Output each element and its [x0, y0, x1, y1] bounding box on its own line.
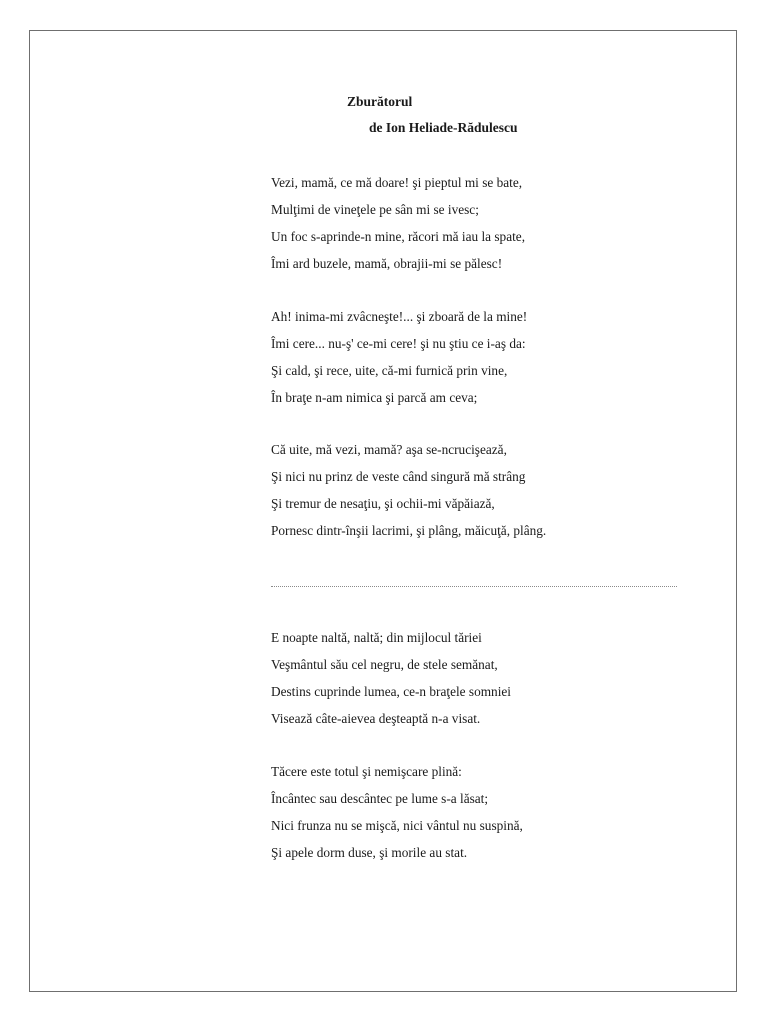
- poem-line: Visează câte-aievea deşteaptă n-a visat.: [271, 711, 481, 726]
- poem-line: Mulţimi de vineţele pe sân mi se ivesc;: [271, 202, 479, 217]
- poem-line: Îmi cere... nu-ş' ce-mi cere! şi nu ştiu ce i-aş da:: [271, 336, 526, 351]
- section-separator: [271, 586, 677, 587]
- poem-line: Şi apele dorm duse, şi morile au stat.: [271, 845, 468, 860]
- poem-line: În braţe n-am nimica şi parcă am ceva;: [271, 390, 478, 405]
- poem-title: Zburătorul: [347, 94, 413, 109]
- poem-line: Şi tremur de nesaţiu, şi ochii-mi văpăiază,: [271, 496, 495, 511]
- poem-line: Veşmântul său cel negru, de stele semănat,: [271, 657, 498, 672]
- stanza-5: [271, 758, 523, 866]
- poem-line: Ah! inima-mi zvâcneşte!... şi zboară de la mine!: [271, 309, 528, 324]
- poem-line: Şi cald, şi rece, uite, că-mi furnică prin vine,: [271, 363, 508, 378]
- poem-author: de Ion Heliade-Rădulescu: [369, 120, 518, 135]
- poem-line: Îmi ard buzele, mamă, obrajii-mi se pălesc!: [271, 256, 503, 271]
- stanza-1: [271, 169, 525, 277]
- poem-line: Că uite, mă vezi, mamă? aşa se-ncrucişează,: [271, 442, 507, 457]
- poem-line: Vezi, mamă, ce mă doare! şi pieptul mi se bate,: [271, 175, 523, 190]
- stanza-4: [271, 624, 511, 732]
- poem-line: Un foc s-aprinde-n mine, răcori mă iau la spate,: [271, 229, 526, 244]
- poem-line: Destins cuprinde lumea, ce-n braţele somniei: [271, 684, 511, 699]
- poem-line: Pornesc dintr-înşii lacrimi, şi plâng, măicuţă, plâng.: [271, 523, 547, 538]
- poem-line: E noapte naltă, naltă; din mijlocul tăriei: [271, 630, 482, 645]
- poem-line: Încântec sau descântec pe lume s-a lăsat;: [271, 791, 489, 806]
- stanza-3: [271, 436, 546, 544]
- poem-line: Şi nici nu prinz de veste când singură mă strâng: [271, 469, 526, 484]
- poem-line: Nici frunza nu se mişcă, nici vântul nu suspină,: [271, 818, 523, 833]
- poem-line: Tăcere este totul şi nemişcare plină:: [271, 764, 462, 779]
- stanza-2: [271, 303, 527, 411]
